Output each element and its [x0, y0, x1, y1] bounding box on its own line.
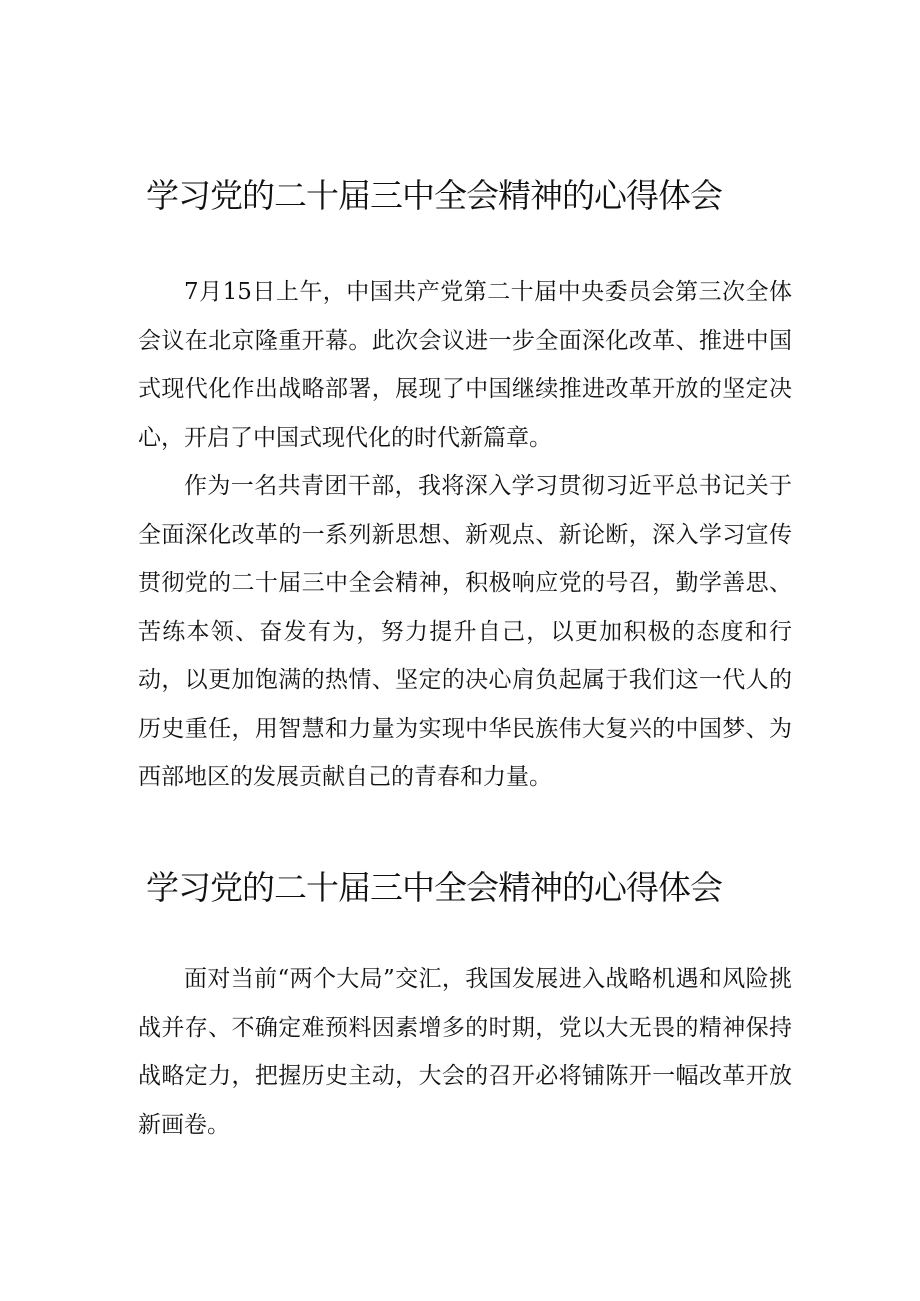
paragraph: 面对当前“两个大局”交汇，我国发展进入战略机遇和风险挑战并存、不确定难预料因素增多的时期，党以大无畏的精神保持战略定力，把握历史主动，大会的召开必将铺陈开一幅改革开放新画卷。 — [138, 966, 792, 1138]
section-body — [138, 268, 792, 802]
section-title: 学习党的二十届三中全会精神的心得体会 — [146, 868, 722, 907]
section-title: 学习党的二十届三中全会精神的心得体会 — [146, 176, 722, 215]
paragraph: 7月15日上午，中国共产党第二十届中央委员会第三次全体会议在北京隆重开幕。此次会议进一步全面深化改革、推进中国式现代化作出战略部署，展现了中国继续推进改革开放的坚定决心，开启了中国式现代化的时代新篇章。 — [138, 279, 792, 451]
paragraph: 作为一名共青团干部，我将深入学习贯彻习近平总书记关于全面深化改革的一系列新思想、新观点、新论断，深入学习宣传贯彻党的二十届三中全会精神，积极响应党的号召，勤学善思、苦练本领、奋发有为，努力提升自己，以更加积极的态度和行动，以更加饱满的热情、坚定的决心肩负起属于我们这一代人的历史重任，用智慧和力量为实现中华民族伟大复兴的中国梦、为西部地区的发展贡献自己的青春和力量。 — [138, 473, 792, 790]
section-body — [138, 955, 792, 1149]
